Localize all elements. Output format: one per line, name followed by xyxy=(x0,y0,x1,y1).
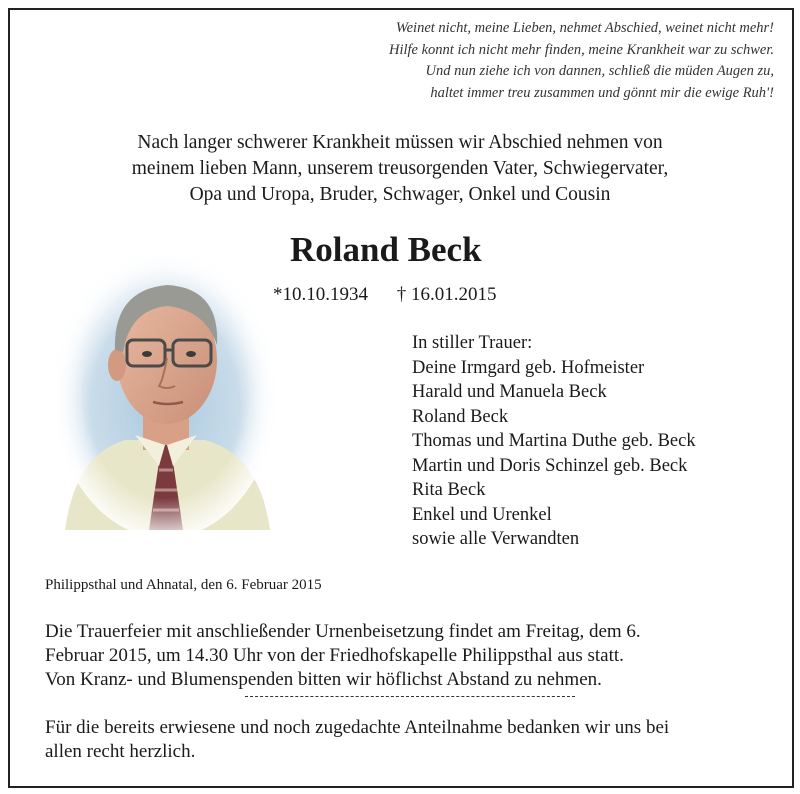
mourner-entry: Harald und Manuela Beck xyxy=(412,382,607,402)
mourner-entry: Deine Irmgard geb. Hofmeister xyxy=(412,357,645,378)
mourner-entry: Roland Beck xyxy=(412,406,509,427)
ceremony-line: Februar 2015, um 14.30 Uhr von der Friedhofskapelle Philippsthal aus statt. xyxy=(45,645,624,666)
poem-line: haltet immer treu zusammen und gönnt mir die ewige Ruh'! xyxy=(430,84,774,101)
mourners-heading: In stiller Trauer: xyxy=(412,333,533,353)
mourner-entry: sowie alle Verwandten xyxy=(412,529,580,549)
mourner-entry: Thomas und Martina Duthe geb. Beck xyxy=(412,431,696,451)
death-date: † 16.01.2015 xyxy=(396,284,497,305)
ceremony-line: Von Kranz- und Blumenspenden bitten wir höflichst Abstand zu nehmen. xyxy=(45,669,602,690)
poem-line: Hilfe konnt ich nicht mehr finden, meine Krankheit war zu schwer. xyxy=(388,41,774,58)
thanks-line: allen recht herzlich. xyxy=(45,741,196,762)
portrait-photo xyxy=(55,240,275,530)
intro-line: Nach langer schwerer Krankheit müssen wir Abschied nehmen von xyxy=(137,132,663,153)
intro-line: meinem lieben Mann, unserem treusorgenden Vater, Schwiegervater, xyxy=(131,158,669,179)
mourner-entry: Enkel und Urenkel xyxy=(412,504,552,525)
thanks-line: Für die bereits erwiesene und noch zugedachte Anteilnahme bedanken wir uns bei xyxy=(45,717,670,738)
deceased-name: Roland Beck xyxy=(290,230,482,269)
mourner-entry: Rita Beck xyxy=(412,480,486,500)
mourner-entry: Martin und Doris Schinzel geb. Beck xyxy=(412,455,688,476)
intro-line: Opa und Uropa, Bruder, Schwager, Onkel und Cousin xyxy=(189,184,611,205)
intro-text xyxy=(0,130,800,208)
place-and-date: Philippsthal und Ahnatal, den 6. Februar 2015 xyxy=(45,577,322,593)
poem-line: Und nun ziehe ich von dannen, schließ die müden Augen zu, xyxy=(425,63,774,79)
life-dates xyxy=(273,283,497,307)
mourners-list xyxy=(412,331,696,552)
poem xyxy=(254,18,774,104)
ceremony-line: Die Trauerfeier mit anschließender Urnenbeisetzung findet am Freitag, dem 6. xyxy=(45,621,641,642)
thanks-text xyxy=(45,716,765,764)
birth-date: *10.10.1934 xyxy=(273,284,368,305)
dashed-separator xyxy=(245,696,575,697)
ceremony-info xyxy=(45,620,755,692)
poem-line: Weinet nicht, meine Lieben, nehmet Abschied, weinet nicht mehr! xyxy=(395,20,774,36)
